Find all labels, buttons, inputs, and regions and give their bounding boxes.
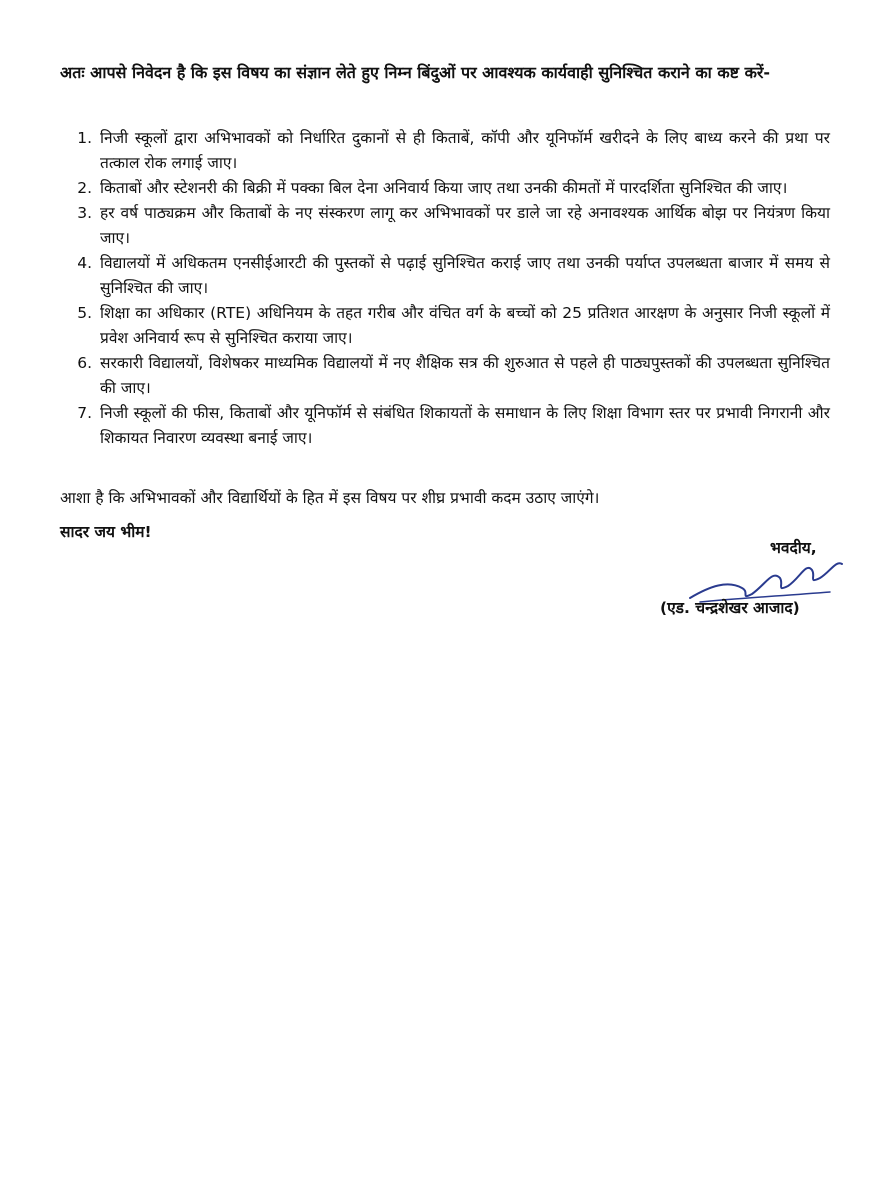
list-item-text: शिक्षा का अधिकार (RTE) अधिनियम के तहत गरीब और वंचित वर्ग के बच्चों को 25 प्रतिशत आरक्षण के अनुसार निजी स्कूलों में प्रवेश अनिवार्य रूप से सुनिश्चित कराया जाए।	[100, 304, 830, 347]
list-item-number: 4.	[77, 254, 92, 272]
list-item-number: 3.	[77, 204, 92, 222]
list-item	[60, 301, 830, 351]
list-item-text: निजी स्कूलों की फीस, किताबों और यूनिफॉर्म से संबंधित शिकायतों के समाधान के लिए शिक्षा विभाग स्तर पर प्रभावी निगरानी और शिकायत निवारण व्यवस्था बनाई जाए।	[100, 404, 830, 447]
list-item-number: 5.	[77, 304, 92, 322]
request-paragraph: अतः आपसे निवेदन है कि इस विषय का संज्ञान लेते हुए निम्न बिंदुओं पर आवश्यक कार्यवाही सुनिश्चित कराने का कष्ट करें-	[60, 63, 771, 82]
list-item-number: 2.	[77, 179, 92, 197]
list-item-text: निजी स्कूलों द्वारा अभिभावकों को निर्धारित दुकानों से ही किताबें, कॉपी और यूनिफॉर्म खरीदने के लिए बाध्य करने की प्रथा पर तत्काल रोक लगाई जाए।	[100, 129, 830, 172]
signer-name: (एड. चन्द्रशेखर आजाद)	[660, 599, 800, 617]
list-item	[60, 401, 830, 451]
list-item	[60, 176, 830, 201]
list-item-text: किताबों और स्टेशनरी की बिक्री में पक्का बिल देना अनिवार्य किया जाए तथा उनकी कीमतों में पारदर्शिता सुनिश्चित की जाए।	[100, 179, 788, 197]
list-item	[60, 351, 830, 401]
signoff: भवदीय,	[770, 539, 817, 557]
list-item-number: 1.	[77, 129, 92, 147]
list-item-text: विद्यालयों में अधिकतम एनसीईआरटी की पुस्तकों से पढ़ाई सुनिश्चित कराई जाए तथा उनकी पर्याप्त उपलब्धता बाजार में समय से सुनिश्चित की जाए।	[100, 254, 830, 297]
list-item	[60, 251, 830, 301]
closing-paragraph: आशा है कि अभिभावकों और विद्यार्थियों के हित में इस विषय पर शीघ्र प्रभावी कदम उठाए जाएंगे।	[60, 489, 600, 507]
list-item-number: 7.	[77, 404, 92, 422]
list-item	[60, 126, 830, 176]
salutation: सादर जय भीम!	[60, 523, 152, 541]
demand-list	[60, 126, 830, 451]
list-item-number: 6.	[77, 354, 92, 372]
list-item-text: सरकारी विद्यालयों, विशेषकर माध्यमिक विद्यालयों में नए शैक्षिक सत्र की शुरुआत से पहले ही पाठ्यपुस्तकों की उपलब्धता सुनिश्चित की जाए।	[100, 354, 830, 397]
list-item-text: हर वर्ष पाठ्यक्रम और किताबों के नए संस्करण लागू कर अभिभावकों पर डाले जा रहे अनावश्यक आर्थिक बोझ पर नियंत्रण किया जाए।	[100, 204, 830, 247]
list-item	[60, 201, 830, 251]
